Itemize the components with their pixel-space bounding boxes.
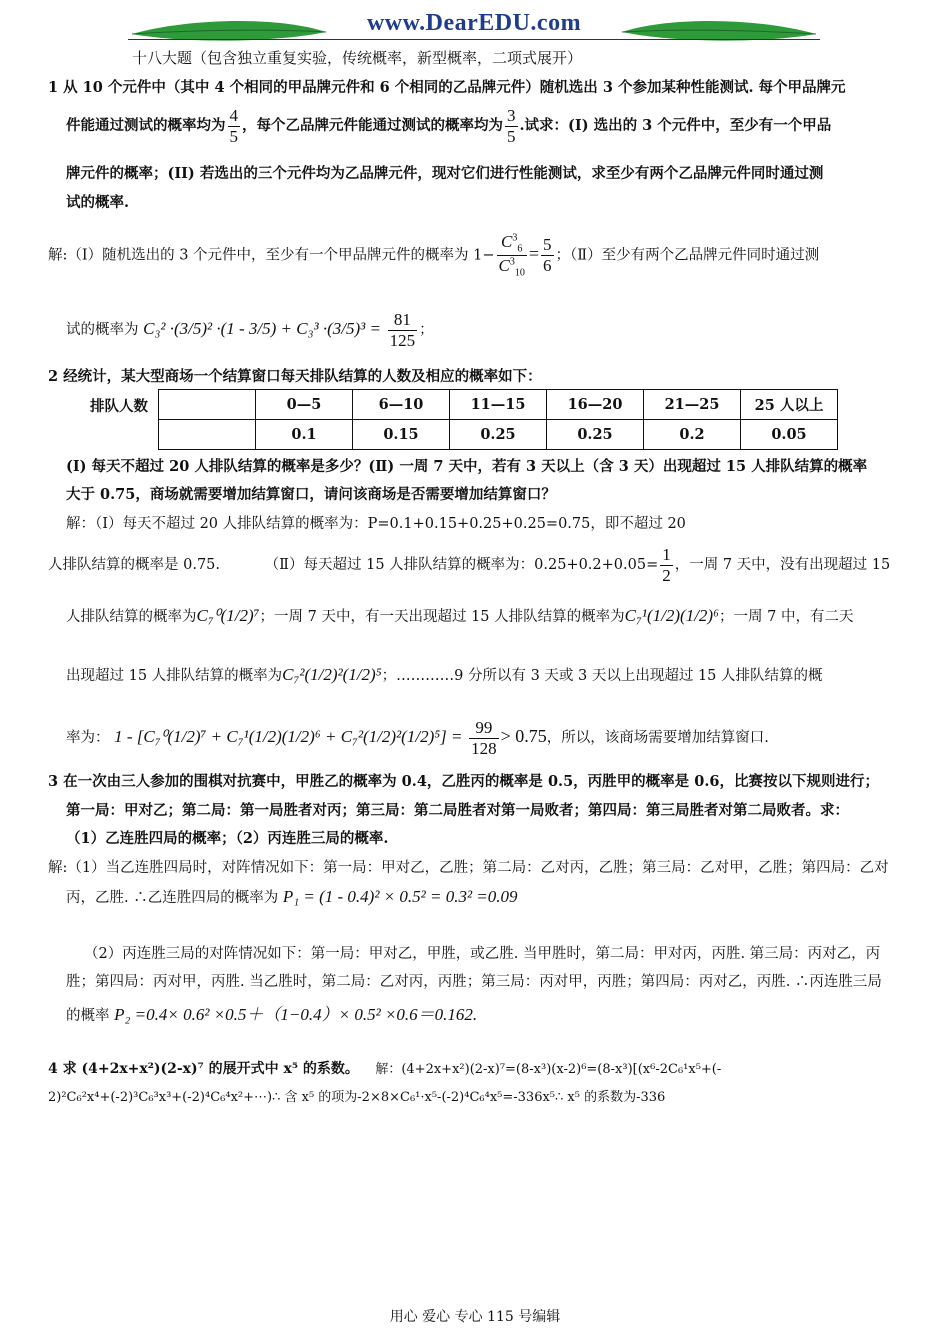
frac-numerator: 5: [543, 235, 552, 255]
p2-a3-text-a: 人排队结算的概率为: [66, 609, 197, 625]
p1-a-text-b: ；（Ⅱ）至少有两个乙品牌元件同时通过测: [555, 247, 820, 264]
section-title: 十八大题（包含独立重复实验，传统概率，新型概率，二项式展开）: [132, 49, 583, 67]
p3-answer-line2: [66, 886, 518, 907]
table-header-cell: 25 人以上: [741, 390, 838, 420]
p1-question-line2: [66, 106, 831, 146]
p3-answer-line4: 胜；第四局：丙对甲，丙胜. 当乙胜时，第二局：乙对丙，丙胜；第三局：丙对甲，丙胜；第四局：丙对乙，丙胜. ∴丙连胜三局: [66, 974, 882, 990]
p2-result-fraction: [469, 718, 499, 758]
frac-numerator: 99: [469, 718, 499, 739]
table-value-cell: 0.1: [256, 420, 353, 450]
comb-symbol: C: [501, 232, 513, 251]
site-header: [128, 6, 820, 42]
table-value-cell: 0.15: [353, 420, 450, 450]
p2-a3-text-b: ；一周 7 天中，有一天出现超过 15 人排队结算的概率为: [259, 609, 625, 625]
frac-numerator: 1: [662, 545, 671, 564]
p2-answer-line4: [66, 664, 823, 685]
p2-a2-text-c: ，一周 7 天中，没有出现超过 15: [674, 557, 891, 574]
table-value-cell: 0.25: [547, 420, 644, 450]
frac-numerator: 4: [229, 106, 238, 125]
p1-result-fraction: [541, 235, 554, 275]
p2-answer-line3: [66, 605, 853, 626]
p2-formula-1-day: C₇¹(1/2)(1/2)⁶: [624, 606, 720, 625]
p3-answer-line3: （2）丙连胜三局的对阵情况如下：第一局：甲对乙，甲胜，或乙胜. 当甲胜时，第二局：甲对丙，丙胜. 第三局：丙对乙，丙: [84, 946, 881, 962]
p3-a2-text: 丙，乙胜. ∴乙连胜四局的概率为: [66, 890, 279, 906]
frac-numerator: [497, 232, 527, 256]
p2-half-fraction: [660, 545, 673, 585]
p2-answer-line2: [48, 545, 890, 585]
p2-complement-formula: 1 - [C₇⁰(1/2)⁷ + C₇¹(1/2)(1/2)⁶ + C₇²(1/2)²(1/2)⁵] =: [114, 727, 463, 747]
p2-a5-text-a: 率为：: [66, 730, 110, 747]
p2-a2-text-a: 人排队结算的概率是 0.75.: [48, 557, 221, 574]
frac-denominator: 5: [229, 126, 238, 146]
p2-a5-text-b: ，所以，该商场需要增加结算窗口.: [546, 730, 769, 747]
p2-a4-text-b: ；…………9 分所以有 3 天或 3 天以上出现超过 15 人排队结算的概: [381, 668, 823, 684]
frac-denominator: 6: [543, 255, 552, 275]
frac-denominator: 125: [389, 330, 416, 350]
table-cell-empty: [159, 420, 256, 450]
p1-question-line1: 1 从 10 个元件中（其中 4 个相同的甲品牌元件和 6 个相同的乙品牌元件）随机选出 3 个参加某种性能测试. 每个甲品牌元: [48, 79, 846, 96]
p3-answer-line5: [66, 1000, 477, 1025]
p2-question-title: 2 经统计，某大型商场一个结算窗口每天排队结算的人数及相应的概率如下：: [48, 368, 542, 385]
frac-denominator: [497, 256, 527, 279]
equals-sign: =: [528, 243, 540, 264]
comb-sup: 3: [512, 232, 518, 244]
table-header-row: [159, 390, 838, 420]
p4-answer-line2: 2)²C₆²x⁴+(-2)³C₆³x³+(-2)⁴C₆⁴x²+⋯)∴ 含 x⁵ 的项为-2×8×C₆¹·x⁵-(-2)⁴C₆⁴x⁵=-336x⁵∴ x⁵ 的系数为-336: [48, 1090, 666, 1105]
p2-formula-2-days: C₇²(1/2)²(1/2)⁵: [282, 665, 382, 684]
p1-answer-line1: [48, 232, 819, 279]
p4-question: 4 求 (4+2x+x²)(2-x)⁷ 的展开式中 x⁵ 的系数。: [48, 1061, 359, 1077]
p2-table-label: 排队人数: [90, 398, 148, 415]
table-header-cell: 0—5: [256, 390, 353, 420]
p1-fraction-4-5: [228, 106, 241, 146]
page-footer: 用心 爱心 专心 115 号编辑: [389, 1309, 561, 1325]
frac-denominator: 2: [662, 565, 671, 585]
table-header-cell: 16—20: [547, 390, 644, 420]
p1-a2-text: 试的概率为: [66, 322, 139, 339]
p1-a-text-a: 解:（Ⅰ）随机选出的 3 个元件中，至少有一个甲品牌元件的概率为 1−: [48, 247, 495, 264]
table-value-cell: 0.25: [450, 420, 547, 450]
p1-fraction-3-5: [505, 106, 518, 146]
p4-answer-line1: 解：(4+2x+x²)(2-x)⁷=(8-x³)(x-2)⁶=(8-x³)[(x⁶-2C₆¹x⁵+(-: [375, 1062, 722, 1077]
p2-answer-line1: 解：（I）每天不超过 20 人排队结算的概率为：P=0.1+0.15+0.25+0.25=0.75，即不超过 20: [66, 516, 686, 532]
table-value-cell: 0.2: [644, 420, 741, 450]
p2-a4-text-a: 出现超过 15 人排队结算的概率为: [66, 668, 283, 684]
p2-probability-table: [158, 389, 838, 450]
p3-formula-p1: P₁ = (1 - 0.4)² × 0.5² = 0.3² =0.09: [282, 887, 518, 906]
p1-question-line4: 试的概率.: [66, 194, 130, 211]
p4-line1: [48, 1058, 721, 1078]
p2-formula-0-days: C₇⁰(1/2)⁷: [196, 606, 260, 625]
p1-combination-fraction: [497, 232, 527, 279]
p1-q-text-c: .试求：(I) 选出的 3 个元件中，至少有一个甲品: [519, 117, 832, 135]
comb-symbol: C: [498, 255, 510, 275]
table-header-cell: 11—15: [450, 390, 547, 420]
p1-result2-fraction: [388, 310, 418, 350]
comb-sub: 10: [514, 267, 525, 279]
p3-question-line2: 第一局：甲对乙；第二局：第一局胜者对丙；第三局：第二局胜者对第一局败者；第四局：第三局胜者对第二局败者。求：: [66, 802, 849, 819]
p3-formula-p2: P₂ =0.4× 0.6² ×0.5＋（1−0.4）× 0.5² ×0.6＝0.162.: [114, 1005, 478, 1024]
p2-comparison: > 0.75: [500, 726, 547, 747]
p1-a2-end: ；: [419, 322, 434, 339]
table-header-cell: 6—10: [353, 390, 450, 420]
p3-question-line3: （1）乙连胜四局的概率；（2）丙连胜三局的概率.: [66, 830, 389, 847]
header-rule: [128, 39, 820, 40]
p3-a5-text: 的概率: [66, 1008, 110, 1024]
p2-question-line2: 大于 0.75，商场就需要增加结算窗口，请问该商场是否需要增加结算窗口？: [66, 486, 556, 503]
comb-sub: 6: [517, 243, 523, 255]
frac-denominator: 5: [507, 126, 516, 146]
table-value-row: [159, 420, 838, 450]
table-value-cell: 0.05: [741, 420, 838, 450]
p1-question-line3: 牌元件的概率；(II) 若选出的三个元件均为乙品牌元件，现对它们进行性能测试，求至少有两个乙品牌元件同时通过测: [66, 165, 824, 182]
frac-denominator: 128: [471, 738, 497, 758]
frac-numerator: 81: [388, 310, 418, 331]
table-header-cell: 21—25: [644, 390, 741, 420]
comb-sup: 3: [509, 256, 515, 268]
p1-answer-line2: [66, 310, 434, 350]
frac-numerator: 3: [507, 106, 516, 125]
p2-a2-text-b: （Ⅱ）每天超过 15 人排队结算的概率为：0.25+0.2+0.05=: [264, 557, 659, 574]
p3-question-line1: 3 在一次由三人参加的围棋对抗赛中，甲胜乙的概率为 0.4，乙胜丙的概率是 0.5，丙胜甲的概率是 0.6，比赛按以下规则进行；: [48, 773, 879, 790]
p2-question-line1: (I) 每天不超过 20 人排队结算的概率是多少？(Ⅱ) 一周 7 天中，若有 3 天以上（含 3 天）出现超过 15 人排队结算的概率: [66, 458, 868, 475]
p2-answer-line5: [66, 718, 769, 758]
p1-binomial-formula: C₃² ·(3/5)² ·(1 - 3/5) + C₃³ ·(3/5)³ =: [143, 319, 381, 339]
site-name: www.DearEDU.com: [366, 10, 582, 36]
p2-a3-text-c: ；一周 7 中，有二天: [719, 609, 854, 625]
p1-q-text-b: ，每个乙品牌元件能通过测试的概率均为: [242, 117, 503, 135]
p3-answer-line1: 解:（1）当乙连胜四局时，对阵情况如下：第一局：甲对乙，乙胜；第二局：乙对丙，乙胜；第三局：乙对甲，乙胜；第四局：乙对: [48, 860, 889, 876]
p1-q-text-a: 件能通过测试的概率均为: [66, 117, 226, 135]
table-cell-empty: [159, 390, 256, 420]
